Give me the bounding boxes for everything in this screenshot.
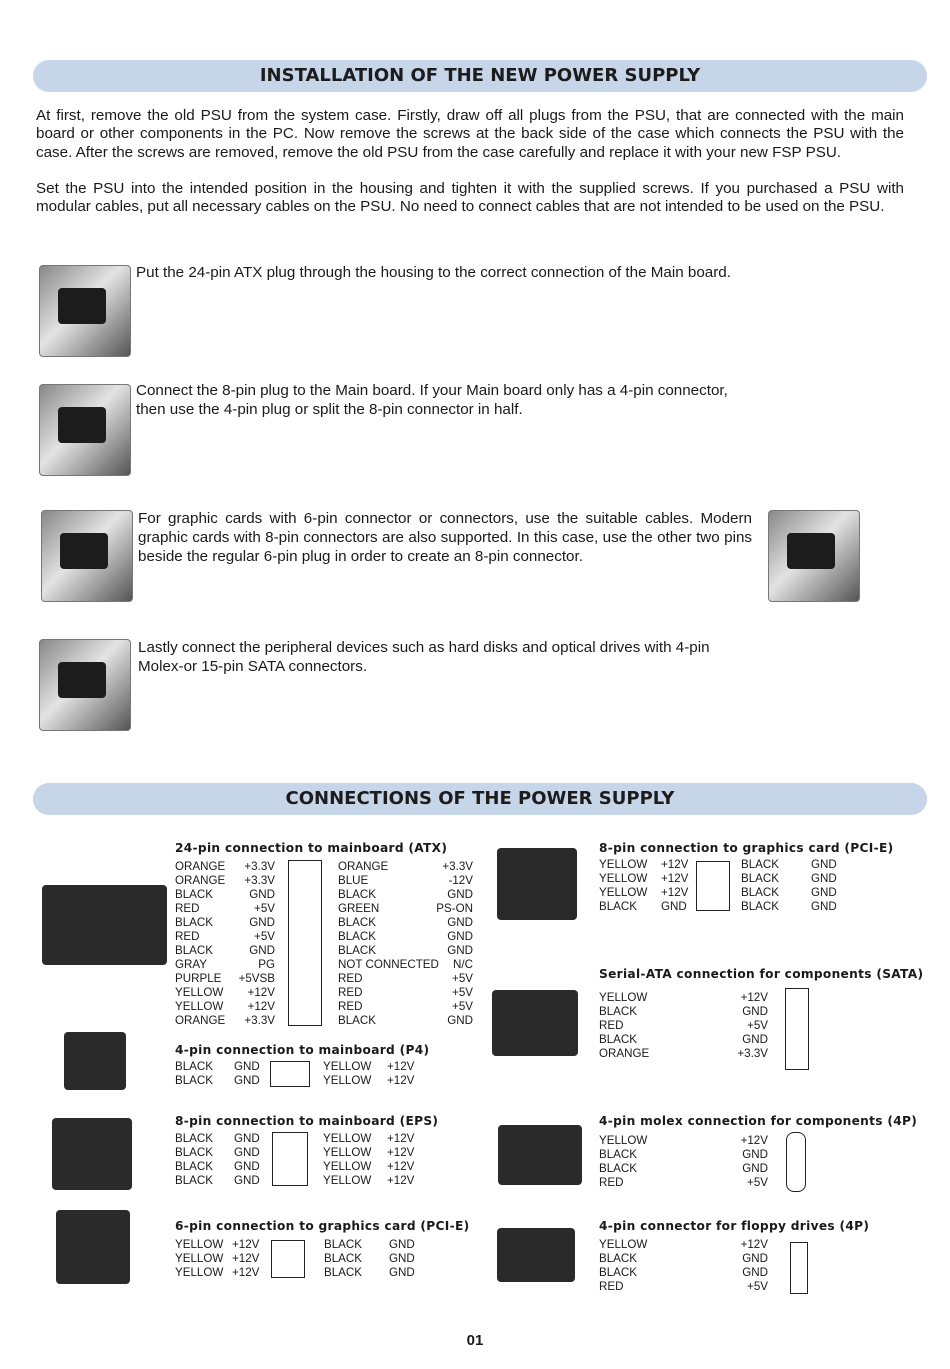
pin-signal: +12V [661,886,689,899]
wire-color: BLACK [175,1160,214,1173]
step-3-text: For graphic cards with 6-pin connector or connectors, use the suitable cables. Modern graphic cards with 8-pin connectors are also supported. In this case, use the other two pins beside the regular 6-pin plug in order to create an 8-pin connector. [138,510,752,565]
wire-color: BLACK [175,1174,214,1187]
pin-signal: GND [249,944,275,957]
wire-color: NOT CONNECTED [338,958,439,971]
sata-pin-diagram [785,988,809,1070]
pin-signal: GND [389,1266,415,1279]
pin-signal: +5V [452,1000,473,1013]
floppy-signals [722,1238,768,1294]
pin-signal: GND [234,1174,260,1187]
sata-colors [599,991,679,1061]
floppy-connector-image [497,1228,575,1282]
pin-signal: +5VSB [238,972,275,985]
wire-color: BLACK [599,1162,638,1175]
pcie6-connector-image [56,1210,130,1284]
wire-color: YELLOW [323,1160,372,1173]
pin-signal: +12V [387,1160,415,1173]
wire-color: RED [175,930,200,943]
pin-signal: +12V [740,1238,768,1251]
pcie6-right-signals [389,1238,429,1280]
pin-signal: +12V [740,1134,768,1147]
sata-connector-image [492,990,578,1056]
wire-color: YELLOW [175,986,224,999]
pin-signal: GND [811,872,837,885]
wire-color: RED [338,1000,363,1013]
wire-color: ORANGE [338,860,389,873]
atx24-pin-diagram [288,860,322,1026]
eps8-left-colors [175,1132,231,1188]
atx-plug-photo [39,265,131,357]
wire-color: YELLOW [599,872,648,885]
wire-color: ORANGE [175,874,226,887]
pin-signal: GND [389,1252,415,1265]
pin-signal: +3.3V [442,860,473,873]
pin-signal: PS-ON [436,902,473,915]
wire-color: YELLOW [323,1174,372,1187]
wire-color: BLACK [741,886,780,899]
installation-section-title: INSTALLATION OF THE NEW POWER SUPPLY [33,60,927,92]
pin-signal: GND [447,1014,473,1027]
pin-signal: +5V [452,986,473,999]
wire-color: BLUE [338,874,369,887]
wire-color: BLACK [175,916,214,929]
wire-color: YELLOW [599,858,648,871]
p4-left-colors [175,1060,231,1088]
wire-color: BLACK [338,930,377,943]
pin-signal: GND [234,1146,260,1159]
pin-signal: +12V [661,872,689,885]
atx24-right-signals [430,860,473,1028]
wire-color: BLACK [175,1060,214,1073]
wire-color: BLACK [175,1146,214,1159]
pcie8-right-signals [811,858,851,914]
p4-left-signals [234,1060,264,1088]
p4-right-signals [387,1060,427,1088]
pin-signal: +12V [740,991,768,1004]
pin-signal: +12V [232,1266,260,1279]
pin-signal: GND [234,1132,260,1145]
pcie8-pin-diagram [696,861,730,911]
wire-color: GRAY [175,958,207,971]
pin-signal: GND [742,1033,768,1046]
pin-signal: +5V [747,1019,768,1032]
pin-signal: GND [811,858,837,871]
wire-color: RED [175,902,200,915]
wire-color: BLACK [338,888,377,901]
wire-color: BLACK [741,900,780,913]
pin-signal: +12V [387,1074,415,1087]
pin-signal: -12V [448,874,473,887]
pin-signal: GND [447,916,473,929]
peripheral-connector-photo [39,639,131,731]
pin-signal: +5V [747,1176,768,1189]
step-4-text: Lastly connect the peripheral devices such as hard disks and optical drives with 4-pin Molex-or 15-pin SATA connectors. [138,639,710,675]
molex-pin-diagram [786,1132,806,1192]
pin-signal: GND [447,930,473,943]
wire-color: BLACK [741,858,780,871]
pcie8-connector-image [497,848,577,920]
wire-color: RED [338,972,363,985]
wire-color: RED [338,986,363,999]
pin-signal: +3.3V [737,1047,768,1060]
eps8-pin-diagram [272,1132,308,1186]
pin-signal: N/C [453,958,473,971]
pcie6-left-colors [175,1238,231,1280]
pin-signal: GND [447,888,473,901]
wire-color: YELLOW [323,1060,372,1073]
molex-colors [599,1134,679,1190]
pin-signal: GND [234,1074,260,1087]
wire-color: BLACK [338,1014,377,1027]
pin-signal: +5V [747,1280,768,1293]
molex-title: 4-pin molex connection for components (4P) [599,1114,918,1128]
eight-pin-plug-photo [39,384,131,476]
wire-color: YELLOW [599,886,648,899]
pin-signal: GND [447,944,473,957]
eps8-right-colors [323,1132,383,1188]
eps8-left-signals [234,1132,264,1188]
pcie6-left-signals [232,1238,266,1280]
wire-color: BLACK [599,900,638,913]
wire-color: BLACK [324,1266,363,1279]
connections-section-title: CONNECTIONS OF THE POWER SUPPLY [33,783,927,815]
molex-connector-image [498,1125,582,1185]
wire-color: RED [599,1019,624,1032]
wire-color: BLACK [324,1252,363,1265]
wire-color: ORANGE [175,860,226,873]
wire-color: BLACK [599,1266,638,1279]
eps8-title: 8-pin connection to mainboard (EPS) [175,1114,439,1128]
wire-color: RED [599,1280,624,1293]
pin-signal: +5V [254,930,275,943]
wire-color: ORANGE [599,1047,650,1060]
pin-signal: +12V [232,1238,260,1251]
pin-signal: PG [258,958,275,971]
pin-signal: GND [811,900,837,913]
wire-color: BLACK [741,872,780,885]
page-number: 01 [466,1332,484,1349]
wire-color: BLACK [175,1132,214,1145]
wire-color: BLACK [599,1033,638,1046]
sata-title: Serial-ATA connection for components (SATA) [599,967,924,981]
wire-color: YELLOW [599,1238,648,1251]
floppy-colors [599,1238,679,1294]
floppy-pin-diagram [790,1242,808,1294]
pcie8-right-colors [741,858,797,914]
molex-signals [722,1134,768,1190]
atx24-left-signals [232,860,275,1028]
wire-color: YELLOW [323,1132,372,1145]
wire-color: BLACK [338,944,377,957]
atx24-left-colors [175,860,235,1028]
wire-color: BLACK [599,1148,638,1161]
pcie8-left-colors [599,858,657,914]
atx-24pin-connector-image [42,885,167,965]
pin-signal: GND [742,1162,768,1175]
wire-color: YELLOW [323,1146,372,1159]
pin-signal: GND [661,900,687,913]
pin-signal: +12V [387,1174,415,1187]
wire-color: BLACK [599,1005,638,1018]
wire-color: RED [599,1176,624,1189]
pin-signal: GND [234,1060,260,1073]
wire-color: ORANGE [175,1014,226,1027]
pin-signal: +12V [387,1146,415,1159]
p4-title: 4-pin connection to mainboard (P4) [175,1043,430,1057]
pcie6-pin-diagram [271,1240,305,1278]
pin-signal: GND [742,1252,768,1265]
atx24-right-colors [338,860,444,1028]
wire-color: YELLOW [599,1134,648,1147]
graphics-card-photo [768,510,860,602]
pin-signal: GND [249,888,275,901]
pin-signal: +3.3V [244,874,275,887]
pin-signal: GND [389,1238,415,1251]
install-paragraph-1: At first, remove the old PSU from the system case. Firstly, draw off all plugs from the PSU, that are connected with the main board or other components in the PC. Now remove the screws at the back side of the case which connects the PSU with the case. After the screws are removed, remove the old PSU from the case carefully and replace it with your new FSP PSU. [36,107,904,161]
install-paragraph-2: Set the PSU into the intended position in the housing and tighten it with the supplied screws. If you purchased a PSU with modular cables, put all necessary cables on the PSU. No need to connect cables that are not intended to be used on the PSU. [36,180,904,216]
step-2-text: Connect the 8-pin plug to the Main board. If your Main board only has a 4-pin connector, then use the 4-pin plug or split the 8-pin connector in half. [136,382,728,418]
pin-signal: GND [249,916,275,929]
pin-signal: +12V [387,1060,415,1073]
wire-color: BLACK [599,1252,638,1265]
p4-connector-image [64,1032,126,1090]
pin-signal: +3.3V [244,860,275,873]
pin-signal: GND [742,1266,768,1279]
wire-color: YELLOW [323,1074,372,1087]
wire-color: BLACK [175,1074,214,1087]
wire-color: YELLOW [175,1266,224,1279]
wire-color: GREEN [338,902,380,915]
pin-signal: GND [742,1148,768,1161]
pin-signal: +12V [232,1252,260,1265]
eps8-right-signals [387,1132,427,1188]
pcie6-right-colors [324,1238,380,1280]
wire-color: BLACK [338,916,377,929]
pcie8-left-signals [661,858,693,914]
pin-signal: +12V [387,1132,415,1145]
wire-color: YELLOW [599,991,648,1004]
p4-pin-diagram [270,1061,310,1087]
wire-color: YELLOW [175,1000,224,1013]
p4-right-colors [323,1060,383,1088]
wire-color: BLACK [175,888,214,901]
pin-signal: +3.3V [244,1014,275,1027]
pin-signal: +5V [452,972,473,985]
pin-signal: +5V [254,902,275,915]
wire-color: BLACK [324,1238,363,1251]
wire-color: YELLOW [175,1238,224,1251]
sata-signals [722,991,768,1061]
pin-signal: GND [742,1005,768,1018]
pin-signal: +12V [247,986,275,999]
wire-color: BLACK [175,944,214,957]
pin-signal: GND [811,886,837,899]
graphics-cable-photo [41,510,133,602]
pin-signal: +12V [661,858,689,871]
pin-signal: +12V [247,1000,275,1013]
wire-color: YELLOW [175,1252,224,1265]
pin-signal: GND [234,1160,260,1173]
wire-color: PURPLE [175,972,222,985]
pcie6-title: 6-pin connection to graphics card (PCI-E) [175,1219,470,1233]
step-1-text: Put the 24-pin ATX plug through the housing to the correct connection of the Main board. [136,264,731,281]
pcie8-title: 8-pin connection to graphics card (PCI-E) [599,841,894,855]
atx24-title: 24-pin connection to mainboard (ATX) [175,841,448,855]
eps8-connector-image [52,1118,132,1190]
floppy-title: 4-pin connector for floppy drives (4P) [599,1219,870,1233]
